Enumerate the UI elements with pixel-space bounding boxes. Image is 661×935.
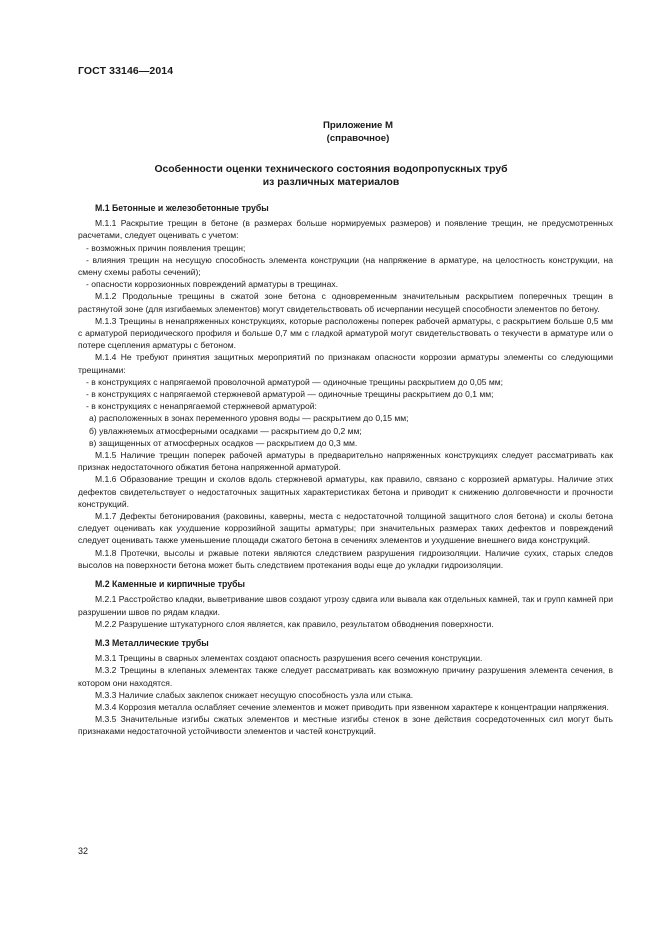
annex-subtitle: (справочное)	[326, 132, 390, 144]
page-number: 32	[78, 846, 89, 856]
annex-label	[308, 120, 408, 145]
paragraph-m1-7: М.1.7 Дефекты бетонирования (раковины, каверны, места с недостаточной толщиной защитного слоя бетона) и сколы бетона следует оценивать как ухудшение коррозийной защиты арматуры; при значительных размерах таких дефектов и повреждений следует оценивать также уменьшение площади сжатого бетона в сечениях элементов и ухудшение внешнего вида конструкций.	[78, 511, 613, 546]
paragraph-m3-5: М.3.5 Значительные изгибы сжатых элементов и местные изгибы стенок в зоне действия сосредоточенных сил могут быть признаками недостаточной устойчивости элементов и частей конструкций.	[78, 714, 613, 737]
document-title	[78, 163, 584, 189]
sub-list-item: в) защищенных от атмосферных осадков — раскрытием до 0,3 мм.	[89, 437, 358, 448]
section-heading-m3: М.3 Металлические трубы	[95, 637, 209, 648]
paragraph-m1-1: М.1.1 Раскрытие трещин в бетоне (в размерах больше нормируемых размеров) и появление трещин, не предусмотренных расчетами, следует оценивать с учетом:	[78, 218, 613, 241]
paragraph-m1-5: М.1.5 Наличие трещин поперек рабочей арматуры в предварительно напряженных конструкциях следует рассматривать как признак недостаточного обжатия бетона напряженной арматурой.	[78, 450, 613, 473]
sub-list-item: б) увлажняемых атмосферными осадками — раскрытием до 0,2 мм;	[89, 425, 362, 436]
paragraph-m3-2: М.3.2 Трещины в клепаных элементах также следует рассматривать как возможную причину разрушения элемента сечения, в котором они находятся.	[78, 665, 613, 688]
paragraph-m3-4: М.3.4 Коррозия металла ослабляет сечение элементов и может приводить при язвенном характере к концентрации напряжения.	[95, 701, 609, 712]
paragraph-m1-3: М.1.3 Трещины в ненапряженных конструкциях, которые расположены поперек рабочей арматуры, с раскрытием больше 0,5 мм с арматурой периодического профиля и больше 0,7 мм с гладкой арматурой могут свидетельствовать о текучести в арматуре или о потере сцепления арматуры с бетоном.	[78, 315, 613, 351]
document-body	[78, 202, 613, 738]
list-item: - в конструкциях с ненапрягаемой стержневой арматурой:	[86, 401, 317, 412]
list-item: - влияния трещин на несущую способность элемента конструкции (на напряжение в арматуре, на целостность конструкции, на смену схемы работы сечений);	[78, 254, 613, 278]
paragraph-m1-6: М.1.6 Образование трещин и сколов вдоль стержневой арматуры, как правило, связано с коррозией арматуры. Наличие этих дефектов свидетельствует о недостаточных защитных характеристиках бетона и приводит к снижению долговечности и прочности конструкций.	[78, 474, 613, 509]
list-item: - в конструкциях с напрягаемой стержневой арматурой — одиночные трещины раскрытием до 0,1 мм;	[86, 389, 494, 400]
title-line-2: из различных материалов	[262, 177, 400, 188]
paragraph-m3-3: М.3.3 Наличие слабых заклепок снижает несущую способность узла или стыка.	[95, 689, 414, 700]
paragraph-m1-4: М.1.4 Не требуют принятия защитных мероприятий по признакам опасности коррозии арматуры элементы со следующими трещинами:	[78, 352, 613, 375]
document-header: ГОСТ 33146—2014	[78, 65, 174, 77]
section-heading-m2: М.2 Каменные и кирпичные трубы	[95, 579, 245, 590]
list-item: - опасности коррозионных повреждений арматуры в трещинах.	[86, 279, 338, 290]
paragraph-m1-2: М.1.2 Продольные трещины в сжатой зоне бетона с одновременным значительным раскрытием поперечных трещин в растянутой зоне (для изгибаемых элементов) могут свидетельствовать об исчерпании несущей способности элементов по бетону.	[78, 291, 613, 314]
list-item: - в конструкциях с напрягаемой проволочной арматурой — одиночные трещины раскрытием до 0,05 мм;	[86, 376, 503, 387]
paragraph-m3-1: М.3.1 Трещины в сварных элементах создают опасность разрушения всего сечения конструкции.	[95, 653, 483, 664]
list-item: - возможных причин появления трещин;	[86, 242, 246, 253]
annex-title: Приложение М	[322, 120, 394, 131]
sub-list-item: а) расположенных в зонах переменного уровня воды — раскрытием до 0,15 мм;	[89, 413, 409, 424]
paragraph-m2-1: М.2.1 Расстройство кладки, выветривание швов создают угрозу сдвига или вывала как отдельных камней, так и групп камней при разрушении швов по рядам кладки.	[78, 594, 613, 617]
title-line-1: Особенности оценки технического состояния водопропускных труб	[154, 164, 508, 175]
paragraph-m1-8: М.1.8 Протечки, высолы и ржавые потеки являются следствием разрушения гидроизоляции. Наличие сухих, старых следов высолов на поверхности бетона может быть следствием протекания воды еще до укладки гидроизоляции.	[78, 547, 613, 570]
section-heading-m1: М.1 Бетонные и железобетонные трубы	[95, 203, 269, 213]
paragraph-m2-2: М.2.2 Разрушение штукатурного слоя является, как правило, результатом обводнения поверхности.	[95, 618, 494, 629]
